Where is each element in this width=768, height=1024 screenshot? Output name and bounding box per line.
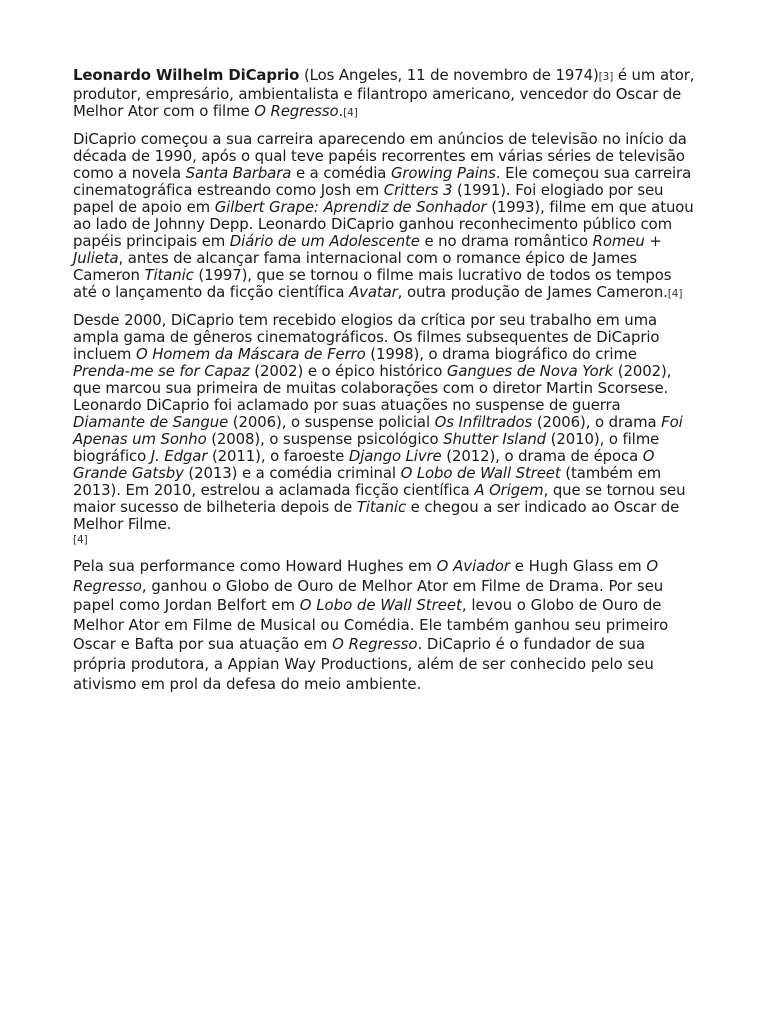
italic-title: Critters 3 <box>383 181 453 199</box>
text-run: (2012), o drama de época <box>441 447 643 465</box>
text-run: (Los Angeles, 11 de novembro de 1974) <box>299 66 599 84</box>
italic-title: Santa Barbara <box>185 164 292 182</box>
text-run: Pela sua performance como Howard Hughes em <box>73 557 437 575</box>
italic-title: O Regresso <box>332 635 418 654</box>
italic-title: Diamante de Sangue <box>73 413 229 431</box>
italic-title: J. Edgar <box>150 447 208 465</box>
article-body <box>73 67 697 694</box>
bold-text: Leonardo Wilhelm DiCaprio <box>73 66 300 84</box>
text-run: (2002) e o épico histórico <box>249 362 447 380</box>
italic-title: O Grande Gatsby <box>73 447 655 482</box>
text-run: (2010), o filme biográfico <box>73 430 660 465</box>
text-run: e no drama romântico <box>419 232 593 250</box>
italic-title: Os Infiltrados <box>434 413 533 431</box>
later-career-paragraph <box>73 312 697 548</box>
text-run: e Hugh Glass em <box>510 557 647 575</box>
italic-title: Django Livre <box>348 447 442 465</box>
italic-title: O Homem da Máscara de Ferro <box>135 345 366 363</box>
italic-title: O Regresso <box>73 557 659 595</box>
awards-paragraph <box>73 557 697 694</box>
text-run: (2013) e a comédia criminal <box>183 464 401 482</box>
reference-link[interactable]: [4] <box>73 534 88 546</box>
text-run: e a comédia <box>291 164 391 182</box>
text-run: Desde 2000, DiCaprio tem recebido elogios da crítica por seu trabalho em uma ampla gama de gêneros cinematográficos. Os filmes subsequentes de DiCaprio incluem <box>73 311 660 363</box>
text-run: DiCaprio começou a sua carreira aparecendo em anúncios de televisão no início da década de 1990, após o qual teve papéis recorrentes em várias séries de televisão como a novela <box>73 130 687 182</box>
text-run: (2006), o suspense policial <box>228 413 435 431</box>
italic-title: Avatar <box>349 283 398 301</box>
text-run: . <box>338 102 344 120</box>
text-run: , antes de alcançar fama internacional com o romance épico de James Cameron <box>73 249 637 284</box>
text-run: (também em 2013). Em 2010, estrelou a aclamada ficção científica <box>73 464 662 499</box>
text-run: é um ator, produtor, empresário, ambientalista e filantropo americano, vencedor do Oscar de Melhor Ator com o filme <box>73 66 695 120</box>
text-run: , ganhou o Globo de Ouro de Melhor Ator em Filme de Drama. Por seu papel como Jordan Belfort em <box>73 576 664 615</box>
intro-paragraph <box>73 67 697 122</box>
text-run: . DiCaprio é o fundador de sua própria produtora, a Appian Way Productions, além de ser conhecido pelo seu ativismo em prol da defesa do meio ambiente. <box>73 635 654 693</box>
text-run: (2008), o suspense psicológico <box>206 430 444 448</box>
italic-title: O Lobo de Wall Street <box>400 464 561 482</box>
text-run: . Ele começou sua carreira cinematográfica estreando como Josh em <box>73 164 692 199</box>
italic-title: Foi Apenas um Sonho <box>73 413 683 448</box>
text-run: , outra produção de James Cameron. <box>397 283 668 301</box>
italic-title: Gilbert Grape: Aprendiz de Sonhador <box>214 198 487 216</box>
text-run: (2011), o faroeste <box>207 447 349 465</box>
reference-link[interactable]: [3] <box>598 71 614 83</box>
italic-title: Diário de um Adolescente <box>229 232 420 250</box>
reference-link[interactable]: [4] <box>343 107 358 119</box>
italic-title: A Origem <box>474 481 544 499</box>
italic-title: Titanic <box>144 266 194 284</box>
text-run: , levou o Globo de Ouro de Melhor Ator em Filme de Musical ou Comédia. Ele também ganhou seu primeiro Oscar e Bafta por sua atuação em <box>73 596 669 654</box>
italic-title: Titanic <box>356 498 407 516</box>
text-run: (1993), filme em que atuou ao lado de Johnny Depp. Leonardo DiCaprio ganhou reconhecimento público com papéis principais em <box>73 198 694 250</box>
text-run: (2002), que marcou sua primeira de muitas colaborações com o diretor Martin Scorsese. Leonardo DiCaprio foi aclamado por suas atuações no suspense de guerra <box>73 362 672 414</box>
text-run: e chegou a ser indicado ao Oscar de Melhor Filme. <box>73 498 680 533</box>
text-run: (1997), que se tornou o filme mais lucrativo de todos os tempos até o lançamento da ficção científica <box>73 266 672 301</box>
italic-title: Romeu + Julieta <box>73 232 662 267</box>
text-run: , que se tornou seu maior sucesso de bilheteria depois de <box>73 481 686 516</box>
text-run: (1998), o drama biográfico do crime <box>365 345 637 363</box>
italic-title: O Lobo de Wall Street <box>299 596 462 615</box>
italic-title: O Regresso <box>254 102 339 120</box>
reference-link[interactable]: [4] <box>667 288 683 300</box>
text-run: (1991). Foi elogiado por seu papel de apoio em <box>73 181 664 216</box>
italic-title: Gangues de Nova York <box>446 362 614 380</box>
early-career-paragraph <box>73 131 697 303</box>
text-run: (2006), o drama <box>532 413 662 431</box>
italic-title: Growing Pains <box>390 164 496 182</box>
italic-title: O Aviador <box>436 557 511 575</box>
italic-title: Shutter Island <box>443 430 547 448</box>
italic-title: Prenda-me se for Capaz <box>73 362 250 380</box>
